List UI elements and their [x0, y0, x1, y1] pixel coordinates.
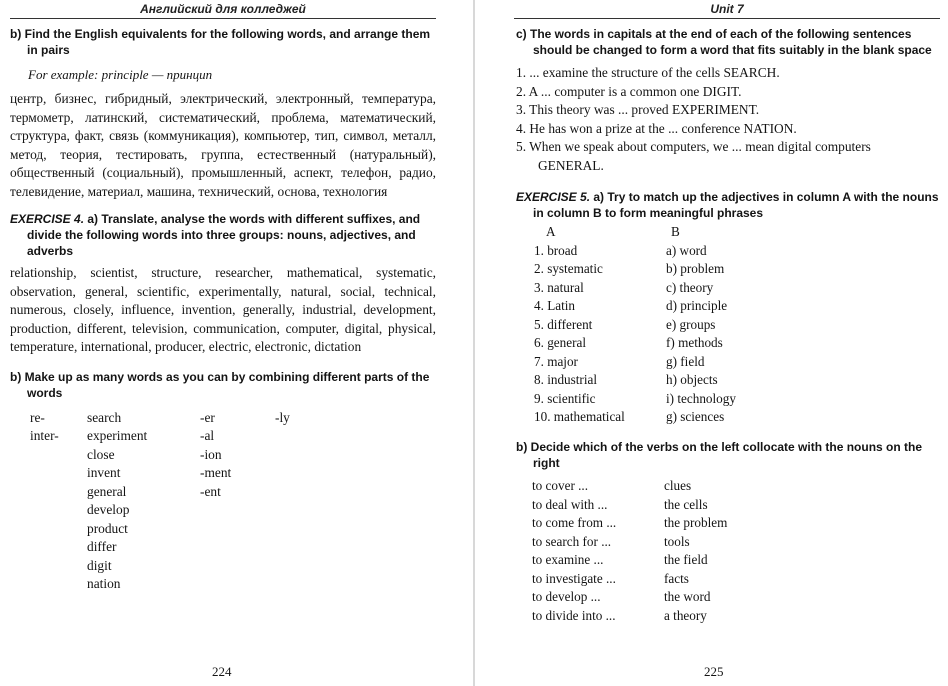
- english-word-list: relationship, scientist, structure, researcher, mathematical, systematic, observation, general, scientific, experimentally, natural, social, technical, numerous, closely, influence, invention, generally, industrial, development, production, different, television, communication, computer, digital, physical, temperature, international, producer, electric, electronic, dictation: [10, 265, 436, 354]
- exercise-instruction: a) Translate, analyse the words with different suffixes, and divide the following words into three groups: nouns, adjectives, and adverbs: [27, 212, 421, 258]
- noun-item: tools: [664, 533, 690, 549]
- column-header: A: [546, 224, 556, 239]
- word-parts-table: [10, 409, 436, 605]
- task-letter: b): [10, 369, 22, 384]
- adjective-item: 4. Latin: [534, 298, 576, 313]
- exercise-label: EXERCISE 5.: [516, 190, 591, 204]
- prefix-item: inter-: [30, 428, 59, 443]
- noun-item: g) field: [666, 353, 705, 369]
- suffix-item: -al: [200, 428, 215, 443]
- adjective-item: 7. major: [534, 353, 578, 369]
- adjective-item: 8. industrial: [534, 372, 598, 387]
- noun-item: a theory: [664, 607, 707, 623]
- adjective-item: 3. natural: [534, 279, 584, 295]
- noun-item: the problem: [664, 515, 728, 530]
- noun-item: i) technology: [666, 390, 736, 406]
- exercise-5-heading: [516, 189, 940, 221]
- adjective-item: 6. general: [534, 335, 586, 350]
- noun-item: h) objects: [666, 372, 718, 387]
- exercise-instruction: a) Try to match up the adjectives in column A with the nouns in column B to form meaningful phrases: [533, 190, 939, 220]
- task-letter: b): [516, 440, 528, 454]
- list-item: 5. When we speak about computers, we ... mean digital computers GENERAL.: [516, 139, 871, 173]
- noun-item: g) sciences: [666, 409, 725, 424]
- noun-item: b) problem: [666, 261, 725, 276]
- noun-item: the word: [664, 589, 711, 604]
- root-item: general: [87, 483, 127, 499]
- exercise-label: EXERCISE 4.: [10, 212, 85, 226]
- left-page-content: [10, 26, 436, 605]
- task-instruction: Find the English equivalents for the following words, and arrange them in pairs: [24, 27, 431, 57]
- example-line: For example: principle — принцип: [28, 67, 213, 82]
- list-item: 4. He has won a prize at the ... conference NATION.: [516, 120, 797, 136]
- running-header: Unit 7: [514, 1, 940, 19]
- column-a: [534, 223, 625, 427]
- right-page-content: [516, 26, 940, 629]
- column-header: B: [671, 224, 680, 239]
- adjective-item: 1. broad: [534, 242, 578, 258]
- verb-item: to divide into ...: [532, 607, 616, 623]
- noun-item: d) principle: [666, 298, 728, 313]
- task-letter: b): [10, 27, 22, 41]
- list-item: 2. A ... computer is a common one DIGIT.: [516, 83, 742, 99]
- exercise-4-heading: [10, 211, 436, 259]
- verb-item: to investigate ...: [532, 570, 616, 586]
- root-item: develop: [87, 502, 130, 517]
- noun-item: facts: [664, 570, 689, 586]
- noun-item: a) word: [666, 242, 707, 258]
- suffix-item: -ment: [200, 465, 232, 480]
- suffix-item: -ly: [275, 409, 290, 425]
- root-item: differ: [87, 539, 117, 554]
- adjective-item: 10. mathematical: [534, 409, 625, 424]
- verb-column: [532, 477, 616, 625]
- task-letter: c): [516, 27, 527, 41]
- noun-column: [664, 477, 727, 625]
- noun-item: clues: [664, 478, 692, 493]
- task-instruction: Decide which of the verbs on the left collocate with the nouns on the right: [530, 440, 923, 470]
- noun-item: e) groups: [666, 316, 716, 332]
- root-item: invent: [87, 465, 121, 480]
- suffix-extra-column: [275, 409, 290, 428]
- root-item: digit: [87, 557, 112, 573]
- root-item: search: [87, 409, 122, 425]
- root-item: product: [87, 520, 128, 536]
- right-page: [474, 0, 948, 686]
- sentence-list: [516, 64, 940, 175]
- collocation-table: [516, 477, 940, 629]
- noun-item: the cells: [664, 496, 708, 512]
- suffix-item: -ent: [200, 483, 221, 499]
- list-item: 3. This theory was ... proved EXPERIMENT.: [516, 102, 760, 117]
- running-header: Английский для колледжей: [10, 1, 436, 19]
- noun-item: f) methods: [666, 335, 723, 350]
- page-number: 225: [704, 664, 724, 679]
- page-number: 224: [212, 664, 232, 679]
- task-b-combine: [10, 369, 436, 401]
- root-column: [87, 409, 147, 594]
- adjective-item: 5. different: [534, 316, 593, 332]
- verb-item: to develop ...: [532, 589, 601, 604]
- adjective-item: 2. systematic: [534, 261, 603, 276]
- adjective-item: 9. scientific: [534, 390, 596, 406]
- verb-item: to examine ...: [532, 552, 604, 567]
- verb-item: to deal with ...: [532, 496, 608, 512]
- prefix-item: re-: [30, 409, 45, 425]
- noun-item: c) theory: [666, 279, 714, 295]
- list-item: 1. ... examine the structure of the cells SEARCH.: [516, 65, 780, 80]
- task-c-word-formation: [516, 26, 940, 58]
- noun-item: the field: [664, 552, 708, 567]
- verb-item: to search for ...: [532, 533, 612, 549]
- suffix-column: [200, 409, 231, 502]
- root-item: close: [87, 446, 115, 462]
- verb-item: to come from ...: [532, 515, 617, 530]
- task-b-collocations: [516, 439, 940, 471]
- prefix-column: [30, 409, 59, 446]
- suffix-item: -er: [200, 409, 215, 425]
- task-instruction: Make up as many words as you can by combining different parts of the words: [24, 369, 430, 400]
- verb-item: to cover ...: [532, 478, 589, 493]
- matching-table: [516, 223, 940, 435]
- root-item: experiment: [87, 428, 148, 443]
- russian-word-list: центр, бизнес, гибридный, электрический, электронный, температура, термометр, латинский, систематический, проблема, математический, структура, факт, связь (коммуникация), компьютер, тип, символ, металл, метод, теория, тестировать, группа, естественный (натуральный), общественный (социальный), промышленный, аспект, телефон, радио, телевидение, материал, машина, технический, основа, технология: [10, 91, 436, 199]
- column-b: [666, 223, 736, 427]
- root-item: nation: [87, 576, 121, 591]
- suffix-item: -ion: [200, 446, 222, 462]
- task-b-equivalents: [10, 26, 436, 58]
- task-instruction: The words in capitals at the end of each of the following sentences should be changed to form a word that fits suitably in the blank space: [530, 27, 932, 57]
